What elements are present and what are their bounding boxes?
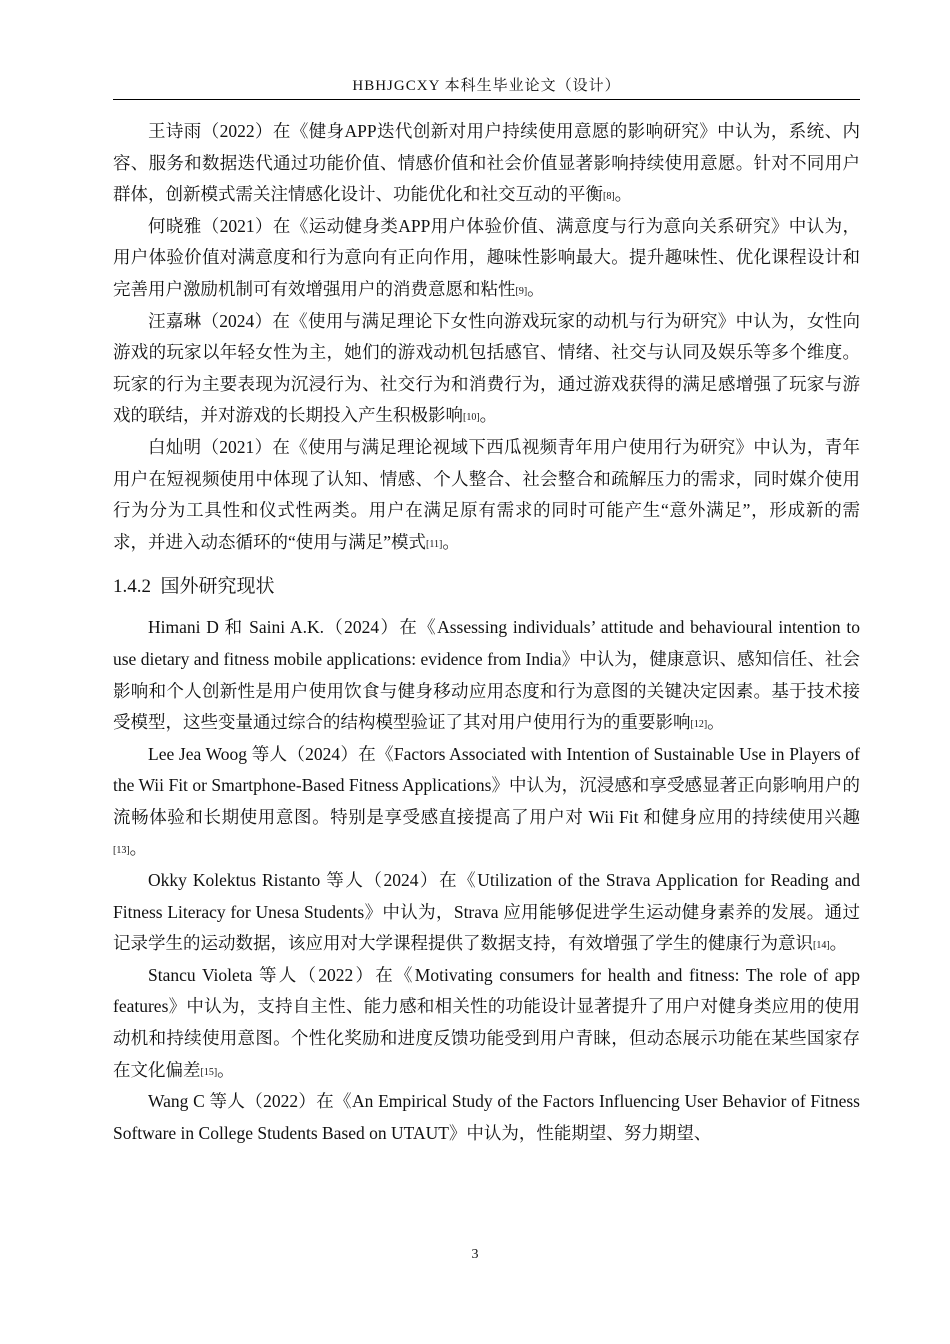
page-number: 3 [471,1247,479,1262]
section-heading [113,572,860,602]
page-body [113,116,860,1149]
paragraph: Lee Jea Woog 等人（2024）在《Factors Associated with Intention of Sustainable Use in Players of the Wii Fit or Smartphone-Based Fitness Applications》中认为，沉浸感和享受感显著正向影响用户的流畅体验和长期使用意图。特别是享受感直接提高了用户对 Wii Fit 和健身应用的持续使用兴趣[13]。 [113,743,860,859]
header-rule [113,99,860,100]
citation[interactable]: [13] [113,845,130,857]
citation[interactable]: [14] [813,940,830,952]
section-title: 国外研究现状 [160,576,275,598]
citation[interactable]: [8] [603,191,615,203]
section-number: 1.4.2 [113,576,151,598]
paragraph: Okky Kolektus Ristanto 等人（2024）在《Utilization of the Strava Application for Reading and Fitness Literacy for Unesa Students》中认为，Strava 应用能够促进学生运动健身素养的发展。通过记录学生的运动数据，该应用对大学课程提供了数据支持，有效增强了学生的健康行为意识[14]。 [113,870,860,954]
citation[interactable]: [11] [426,538,443,550]
citation[interactable]: [12] [690,719,708,731]
citation[interactable]: [15] [200,1066,218,1078]
paragraph: Stancu Violeta 等人（2022）在《Motivating consumers for health and fitness: The role of app features》中认为，支持自主性、能力感和相关性的功能设计显著提升了用户对健身类应用的使用动机和持续使用意图。个性化奖励和进度反馈功能受到用户青睐，但动态展示功能在某些国家存在文化偏差[15]。 [113,964,860,1080]
paragraph: 汪嘉琳（2024）在《使用与满足理论下女性向游戏玩家的动机与行为研究》中认为，女性向游戏的玩家以年轻女性为主，她们的游戏动机包括感官、情绪、社交与认同及娱乐等多个维度。玩家的行为主要表现为沉浸行为、社交行为和消费行为，通过游戏获得的满足感增强了玩家与游戏的联结，并对游戏的长期投入产生积极影响[10]。 [113,310,860,426]
paragraph: 何晓雅（2021）在《运动健身类APP用户体验价值、满意度与行为意向关系研究》中认为，用户体验价值对满意度和行为意向有正向作用，趣味性影响最大。提升趣味性、优化课程设计和完善用户激励机制可有效增强用户的消费意愿和粘性[9]。 [113,215,860,299]
running-header: HBHJGCXY 本科生毕业论文（设计） [352,78,621,94]
citation[interactable]: [9] [515,285,528,297]
paragraph: Wang C 等人（2022）在《An Empirical Study of the Factors Influencing User Behavior of Fitness Software in College Students Based on UTAUT》中认为，性能期望、努力期望、 [113,1091,860,1143]
paragraph: 白灿明（2021）在《使用与满足理论视域下西瓜视频青年用户使用行为研究》中认为，青年用户在短视频使用中体现了认知、情感、个人整合、社会整合和疏解压力的需求，同时媒介使用行为分为工具性和仪式性两类。用户在满足原有需求的同时可能产生“意外满足”，形成新的需求，并进入动态循环的“使用与满足”模式[11]。 [113,436,860,552]
paragraph: 王诗雨（2022）在《健身APP迭代创新对用户持续使用意愿的影响研究》中认为，系统、内容、服务和数据迭代通过功能价值、情感价值和社会价值显著影响持续使用意愿。针对不同用户群体，创新模式需关注情感化设计、功能优化和社交互动的平衡[8]。 [113,121,860,205]
paragraph: Himani D 和 Saini A.K.（2024）在《Assessing individuals’ attitude and behavioural intention to use dietary and fitness mobile applications: evidence from India》中认为，健康意识、感知信任、社会影响和个人创新性是用户使用饮食与健身移动应用态度和行为意图的关键决定因素。基于技术接受模型，这些变量通过综合的结构模型验证了其对用户使用行为的重要影响[12]。 [113,617,860,733]
citation[interactable]: [10] [463,412,480,424]
